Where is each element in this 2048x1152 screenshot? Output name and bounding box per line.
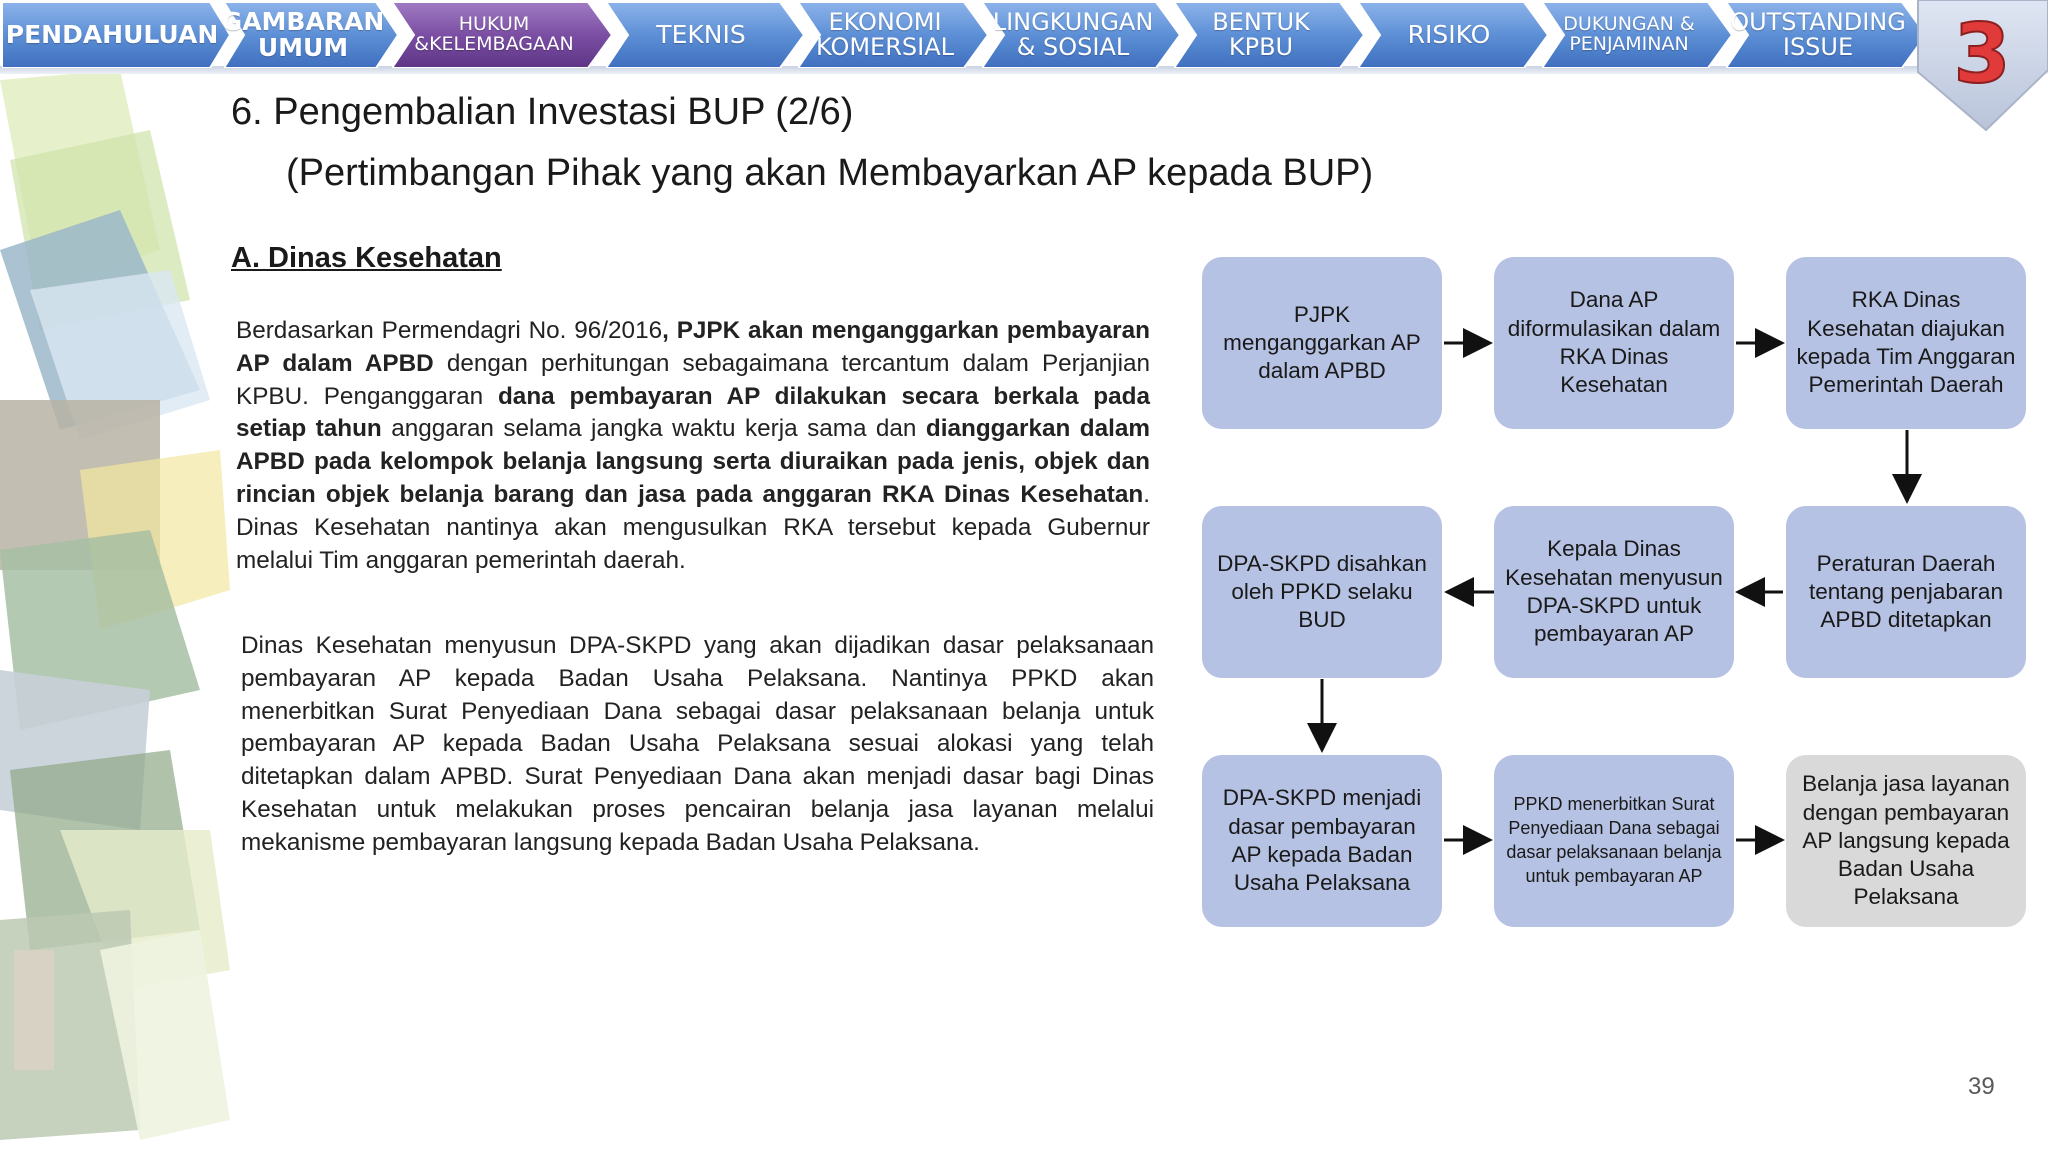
flow-step-2: Dana AP diformulasikan dalam RKA Dinas Kesehatan xyxy=(1494,257,1734,429)
flow-step-7: DPA-SKPD menjadi dasar pembayaran AP kepada Badan Usaha Pelaksana xyxy=(1202,755,1442,927)
flow-step-3: RKA Dinas Kesehatan diajukan kepada Tim Anggaran Pemerintah Daerah xyxy=(1786,257,2026,429)
nav-tab-risiko[interactable]: RISIKO xyxy=(1358,2,1548,68)
nav-tab-outstanding-issue[interactable]: OUTSTANDING ISSUE xyxy=(1726,2,1926,68)
flow-step-8: PPKD menerbitkan Surat Penyediaan Dana sebagai dasar pelaksanaan belanja untuk pembayaran AP xyxy=(1494,755,1734,927)
nav-tab-teknis[interactable]: TEKNIS xyxy=(606,2,804,68)
section-heading: A. Dinas Kesehatan xyxy=(231,242,502,274)
paragraph-budgeting: Berdasarkan Permendagri No. 96/2016, PJPK akan menganggarkan pembayaran AP dalam APBD dengan perhitungan sebagaimana tercantum dalam Perjanjian KPBU. Penganggaran dana pembayaran AP dilakukan secara berkala pada setiap tahun anggaran selama jangka waktu kerja sama dan dianggarkan dalam APBD pada kelompok belanja langsung serta diuraikan pada jenis, objek dan rincian objek belanja barang dan jasa pada anggaran RKA Dinas Kesehatan. Dinas Kesehatan nantinya akan mengusulkan RKA tersebut kepada Gubernur melalui Tim anggaran pemerintah daerah. xyxy=(236,317,1150,574)
page-title: 6. Pengembalian Investasi BUP (2/6) xyxy=(231,91,854,133)
nav-tab-bentuk-kpbu[interactable]: BENTUK KPBU xyxy=(1174,2,1364,68)
flow-step-4: Peraturan Daerah tentang penjabaran APBD ditetapkan xyxy=(1786,506,2026,678)
top-navigation xyxy=(0,0,2048,102)
flow-step-1: PJPK menganggarkan AP dalam APBD xyxy=(1202,257,1442,429)
nav-tab-lingkungan-sosial[interactable]: LINGKUNGAN & SOSIAL xyxy=(982,2,1180,68)
flow-step-9: Belanja jasa layanan dengan pembayaran AP langsung kepada Badan Usaha Pelaksana xyxy=(1786,755,2026,927)
nav-tab-dukungan-penjaminan[interactable]: DUKUNGAN & PENJAMINAN xyxy=(1542,2,1732,68)
page-number: 39 xyxy=(1968,1073,1995,1100)
nav-tab-ekonomi-komersial[interactable]: EKONOMI KOMERSIAL xyxy=(798,2,988,68)
side-decoration xyxy=(0,70,230,1150)
flow-step-6: DPA-SKPD disahkan oleh PPKD selaku BUD xyxy=(1202,506,1442,678)
flow-step-5: Kepala Dinas Kesehatan menyusun DPA-SKPD untuk pembayaran AP xyxy=(1494,506,1734,678)
nav-tab-hukum-kelembagaan[interactable]: HUKUM &KELEMBAGAAN xyxy=(392,2,612,68)
nav-tab-gambaran-umum[interactable]: GAMBARAN UMUM xyxy=(224,2,398,68)
page-subtitle: (Pertimbangan Pihak yang akan Membayarkan AP kepada BUP) xyxy=(286,152,1374,194)
nav-tab-pendahuluan[interactable]: PENDAHULUAN xyxy=(2,2,230,68)
chapter-number: 3 xyxy=(1953,7,2011,102)
paragraph-dpa-skpd: Dinas Kesehatan menyusun DPA-SKPD yang akan dijadikan dasar pelaksanaan pembayaran AP kepada Badan Usaha Pelaksana. Nantinya PPKD akan menerbitkan Surat Penyediaan Dana sebagai dasar pelaksanaan belanja untuk pembayaran AP kepada Badan Usaha Pelaksana sesuai alokasi yang telah ditetapkan dalam APBD. Surat Penyediaan Dana akan menjadi dasar bagi Dinas Kesehatan untuk melakukan proses pencairan belanja jasa layanan melalui mekanisme pembayaran langsung kepada Badan Usaha Pelaksana. xyxy=(241,632,1154,856)
